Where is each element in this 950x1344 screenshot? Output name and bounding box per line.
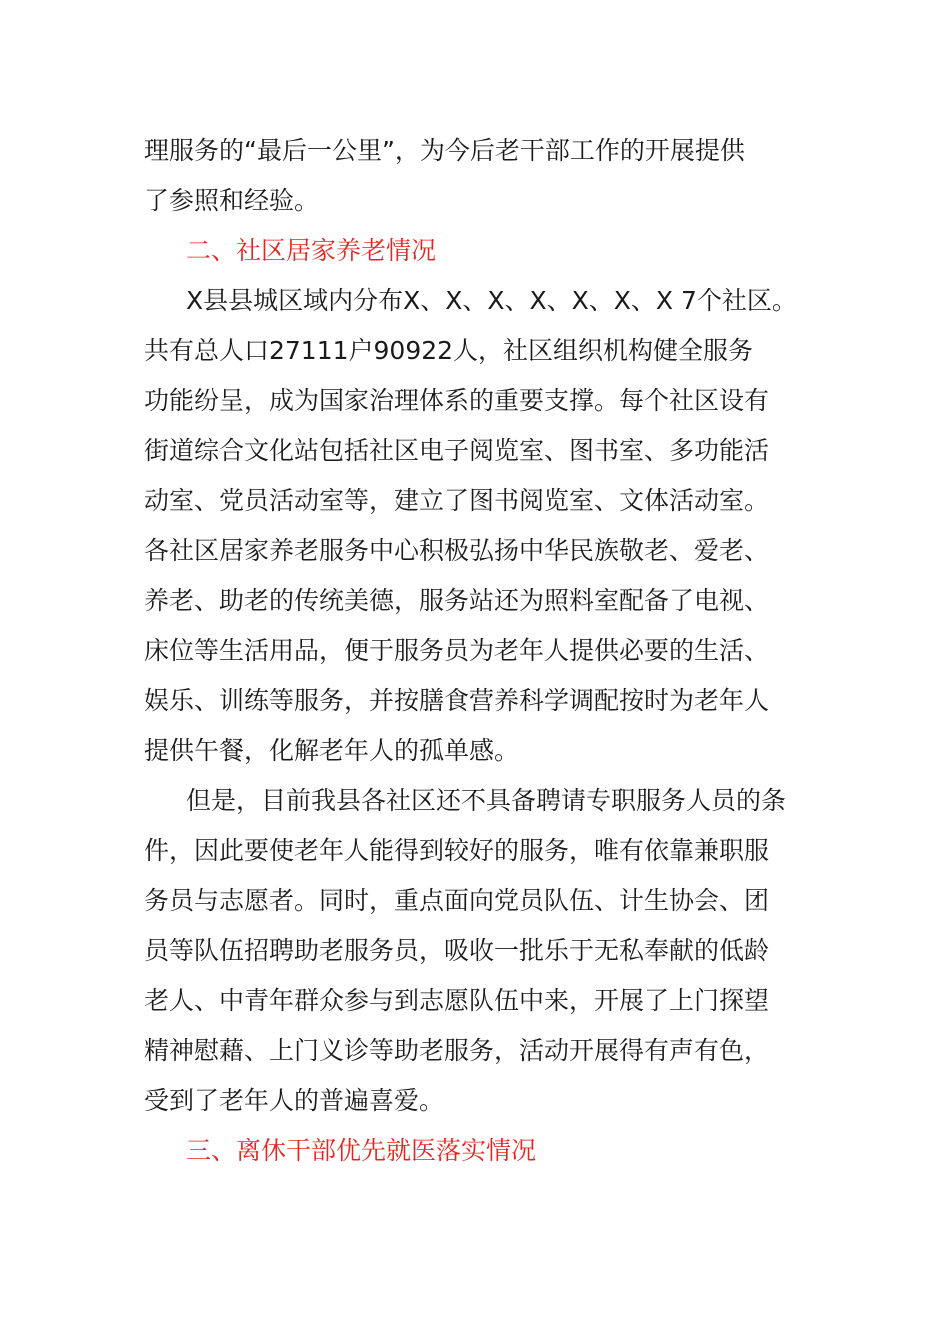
body-line: 但是，目前我县各社区还不具备聘请专职服务人员的条 bbox=[186, 786, 787, 815]
body-line: 动室、党员活动室等，建立了图书阅览室、文体活动室。 bbox=[144, 486, 770, 515]
body-line: 件，因此要使老年人能得到较好的服务，唯有依靠兼职服 bbox=[144, 836, 770, 865]
section-heading-3: 三、离休干部优先就医落实情况 bbox=[186, 1136, 537, 1165]
body-line: 理服务的“最后一公里”，为今后老干部工作的开展提供 bbox=[144, 136, 745, 165]
section-heading-2: 二、社区居家养老情况 bbox=[186, 236, 437, 265]
body-line: X县县城区域内分布X、X、X、X、X、X、X 7个社区。 bbox=[186, 286, 797, 315]
body-line: 功能纷呈，成为国家治理体系的重要支撑。每个社区设有 bbox=[144, 386, 770, 415]
body-line: 了参照和经验。 bbox=[144, 186, 320, 215]
body-line: 员等队伍招聘助老服务员，吸收一批乐于无私奉献的低龄 bbox=[144, 936, 770, 965]
body-line: 共有总人口27111户90922人，社区组织机构健全服务 bbox=[144, 336, 754, 365]
body-line: 提供午餐，化解老年人的孤单感。 bbox=[144, 736, 520, 765]
body-line: 各社区居家养老服务中心积极弘扬中华民族敬老、爱老、 bbox=[144, 536, 770, 565]
body-line: 务员与志愿者。同时，重点面向党员队伍、计生协会、团 bbox=[144, 886, 770, 915]
body-line: 精神慰藉、上门义诊等助老服务，活动开展得有声有色， bbox=[144, 1036, 770, 1065]
body-line: 床位等生活用品，便于服务员为老年人提供必要的生活、 bbox=[144, 636, 770, 665]
body-line: 娱乐、训练等服务，并按膳食营养科学调配按时为老年人 bbox=[144, 686, 770, 715]
body-line: 老人、中青年群众参与到志愿队伍中来，开展了上门探望 bbox=[144, 986, 770, 1015]
body-line: 养老、助老的传统美德，服务站还为照料室配备了电视、 bbox=[144, 586, 770, 615]
document-body bbox=[144, 126, 824, 1176]
body-line: 街道综合文化站包括社区电子阅览室、图书室、多功能活 bbox=[144, 436, 770, 465]
body-line: 受到了老年人的普遍喜爱。 bbox=[144, 1086, 445, 1115]
